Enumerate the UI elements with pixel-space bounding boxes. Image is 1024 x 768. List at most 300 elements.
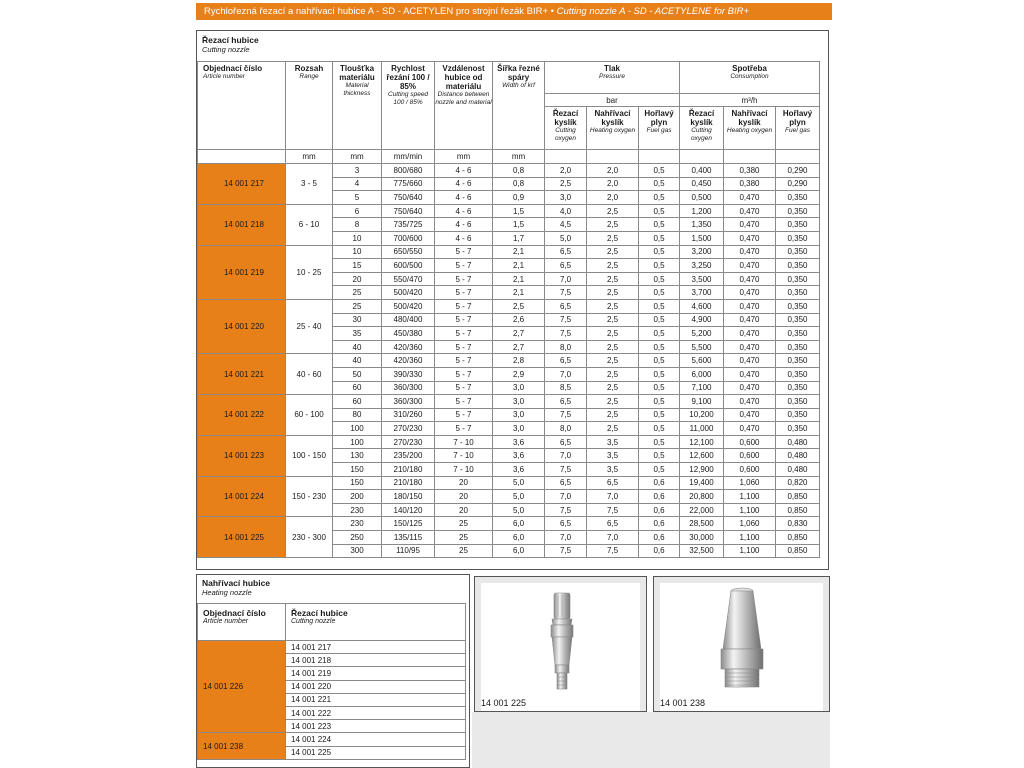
table-cell: 3,5 — [587, 463, 639, 477]
table-cell: 0,380 — [724, 177, 776, 191]
table-cell: 7,5 — [545, 408, 587, 422]
table-cell: 2,5 — [587, 367, 639, 381]
table-cell: 0,350 — [776, 395, 820, 409]
table-cell: 9,100 — [680, 395, 724, 409]
table-cell: 0,500 — [680, 191, 724, 205]
table-cell: 8,5 — [545, 381, 587, 395]
photo-caption-2: 14 001 238 — [660, 698, 706, 708]
range-cell: 6 - 10 — [286, 204, 333, 245]
table-cell: 3,6 — [493, 435, 545, 449]
table-cell: 0,470 — [724, 204, 776, 218]
table-cell: 2,8 — [493, 354, 545, 368]
table-cell: 0,470 — [724, 299, 776, 313]
table-row — [198, 299, 820, 313]
table-cell: 480/400 — [382, 313, 435, 327]
table-cell: 0,470 — [724, 381, 776, 395]
table-cell: 5 - 7 — [435, 408, 493, 422]
article-number: 14 001 218 — [198, 204, 286, 245]
table-cell: 0,350 — [776, 286, 820, 300]
table-cell: 0,450 — [680, 177, 724, 191]
table-cell: 8,0 — [545, 340, 587, 354]
table-row — [198, 395, 820, 409]
compatible-cutting-nozzle: 14 001 223 — [286, 720, 466, 733]
table-cell: 32,500 — [680, 544, 724, 558]
table-cell: 1,100 — [724, 544, 776, 558]
table-cell: 2,1 — [493, 272, 545, 286]
table-cell: 0,6 — [639, 531, 680, 545]
table-cell: 3,0 — [493, 395, 545, 409]
table-cell: 550/470 — [382, 272, 435, 286]
table-cell: 60 — [333, 395, 382, 409]
table-cell: 12,100 — [680, 435, 724, 449]
table-cell: 210/180 — [382, 476, 435, 490]
table-cell: 2,5 — [587, 313, 639, 327]
table-cell: 3,0 — [493, 422, 545, 436]
table-cell: 300 — [333, 544, 382, 558]
table-cell: 6,0 — [493, 544, 545, 558]
table-cell: 0,350 — [776, 231, 820, 245]
table-cell: 0,5 — [639, 422, 680, 436]
table-cell: 3,6 — [493, 463, 545, 477]
col-kerf: Šířka řezné spáry Width of krf — [493, 62, 545, 150]
compatible-cutting-nozzle: 14 001 225 — [286, 746, 466, 759]
table-cell: 20 — [333, 272, 382, 286]
table-cell: 600/500 — [382, 259, 435, 273]
range-cell: 150 - 230 — [286, 476, 333, 517]
range-cell: 25 - 40 — [286, 299, 333, 353]
table-cell: 1,200 — [680, 204, 724, 218]
table-cell: 5 - 7 — [435, 354, 493, 368]
table-cell: 310/260 — [382, 408, 435, 422]
table-cell: 0,5 — [639, 408, 680, 422]
table-cell: 0,830 — [776, 517, 820, 531]
range-cell: 100 - 150 — [286, 435, 333, 476]
table-row — [198, 641, 466, 654]
banner-separator: • — [548, 6, 557, 17]
table-cell: 0,850 — [776, 544, 820, 558]
table-cell: 80 — [333, 408, 382, 422]
table-cell: 0,350 — [776, 422, 820, 436]
table-row — [198, 435, 820, 449]
compatible-cutting-nozzle: 14 001 218 — [286, 654, 466, 667]
table-cell: 230 — [333, 517, 382, 531]
table-cell: 6,000 — [680, 367, 724, 381]
range-cell: 40 - 60 — [286, 354, 333, 395]
table-cell: 750/640 — [382, 191, 435, 205]
table-cell: 0,5 — [639, 367, 680, 381]
table-cell: 15 — [333, 259, 382, 273]
gray-panel — [472, 712, 830, 768]
table-cell: 1,060 — [724, 476, 776, 490]
table-cell: 2,5 — [587, 272, 639, 286]
article-number: 14 001 221 — [198, 354, 286, 395]
table-cell: 0,850 — [776, 531, 820, 545]
table-cell: 3 — [333, 164, 382, 178]
col-p-cut-oxy: Řezací kyslík Cutting oxygen — [545, 107, 587, 150]
table-cell: 0,350 — [776, 218, 820, 232]
table-row — [198, 245, 820, 259]
table-cell: 180/150 — [382, 490, 435, 504]
table-cell: 5,500 — [680, 340, 724, 354]
table-cell: 4,5 — [545, 218, 587, 232]
table-cell: 28,500 — [680, 517, 724, 531]
table-cell: 0,6 — [639, 503, 680, 517]
table-cell: 2,1 — [493, 259, 545, 273]
table-cell: 0,600 — [724, 449, 776, 463]
table-cell: 0,5 — [639, 286, 680, 300]
table-cell: 4 - 6 — [435, 177, 493, 191]
heating-article-number: 14 001 238 — [198, 733, 286, 759]
table-cell: 5 - 7 — [435, 395, 493, 409]
compatible-cutting-nozzle: 14 001 221 — [286, 693, 466, 706]
table-cell: 0,5 — [639, 299, 680, 313]
table-cell: 0,350 — [776, 272, 820, 286]
table-cell: 0,600 — [724, 463, 776, 477]
table-cell: 235/200 — [382, 449, 435, 463]
table-cell: 0,5 — [639, 231, 680, 245]
table-cell: 0,8 — [493, 164, 545, 178]
table-cell: 360/300 — [382, 395, 435, 409]
table-cell: 7,0 — [587, 531, 639, 545]
table-cell: 5,0 — [493, 476, 545, 490]
table-cell: 0,470 — [724, 259, 776, 273]
heating-subtitle: Heating nozzle — [202, 588, 252, 597]
table-cell: 0,5 — [639, 354, 680, 368]
table-cell: 7,5 — [545, 327, 587, 341]
col-distance: Vzdálenost hubice od materiálu Distance between nozzle and material — [435, 62, 493, 150]
table-cell: 2,0 — [587, 177, 639, 191]
col-range: Rozsah Range — [286, 62, 333, 150]
heat-col-cutting: Řezací hubice Cutting nozzle — [286, 604, 466, 641]
table-cell: 390/330 — [382, 367, 435, 381]
banner-title-cs: Rychlořezná řezací a nahřívací hubice A - SD - ACETYLEN pro strojní řezák BIR+ — [204, 6, 548, 17]
col-c-fuel: Hořlavý plyn Fuel gas — [776, 107, 820, 150]
table-cell: 7 - 10 — [435, 463, 493, 477]
table-cell: 2,5 — [587, 422, 639, 436]
article-number: 14 001 223 — [198, 435, 286, 476]
table-cell: 2,1 — [493, 286, 545, 300]
photo-heating-nozzle — [653, 576, 830, 712]
table-cell: 2,7 — [493, 327, 545, 341]
table-cell: 150 — [333, 476, 382, 490]
table-cell: 650/550 — [382, 245, 435, 259]
table-cell: 4 - 6 — [435, 218, 493, 232]
table-cell: 775/660 — [382, 177, 435, 191]
table-cell: 5 - 7 — [435, 272, 493, 286]
photo-caption-1: 14 001 225 — [481, 698, 527, 708]
table-cell: 2,5 — [587, 245, 639, 259]
photo-cutting-nozzle — [474, 576, 647, 712]
table-cell: 2,5 — [587, 340, 639, 354]
table-row — [198, 204, 820, 218]
cutting-title: Řezací hubice — [202, 35, 259, 45]
table-cell: 2,5 — [587, 286, 639, 300]
table-cell: 10,200 — [680, 408, 724, 422]
table-cell: 6,5 — [545, 395, 587, 409]
table-cell: 22,000 — [680, 503, 724, 517]
table-cell: 0,350 — [776, 408, 820, 422]
table-cell: 40 — [333, 340, 382, 354]
col-p-fuel: Hořlavý plyn Fuel gas — [639, 107, 680, 150]
table-cell: 100 — [333, 435, 382, 449]
table-cell: 2,9 — [493, 367, 545, 381]
table-cell: 0,350 — [776, 381, 820, 395]
table-cell: 10 — [333, 245, 382, 259]
table-cell: 20 — [435, 490, 493, 504]
table-cell: 7,5 — [545, 544, 587, 558]
table-cell: 0,480 — [776, 449, 820, 463]
table-cell: 0,470 — [724, 340, 776, 354]
table-cell: 7,0 — [545, 367, 587, 381]
table-cell: 0,600 — [724, 435, 776, 449]
table-cell: 5,600 — [680, 354, 724, 368]
table-cell: 5 - 7 — [435, 381, 493, 395]
table-cell: 1,350 — [680, 218, 724, 232]
table-cell: 3,0 — [493, 408, 545, 422]
table-cell: 1,500 — [680, 231, 724, 245]
table-cell: 60 — [333, 381, 382, 395]
heating-nozzle-table — [197, 603, 466, 760]
table-cell: 5 - 7 — [435, 286, 493, 300]
col-speed: Rychlost řezání 100 / 85% Cutting speed 100 / 85% — [382, 62, 435, 150]
table-cell: 5 - 7 — [435, 245, 493, 259]
table-cell: 5 - 7 — [435, 259, 493, 273]
table-cell: 0,470 — [724, 231, 776, 245]
table-cell: 2,5 — [587, 395, 639, 409]
table-cell: 2,5 — [587, 218, 639, 232]
table-cell: 2,5 — [587, 204, 639, 218]
table-cell: 4,0 — [545, 204, 587, 218]
table-cell: 0,5 — [639, 245, 680, 259]
table-row — [198, 476, 820, 490]
table-cell: 6,5 — [545, 435, 587, 449]
col-c-heat-oxy: Nahřívací kyslík Heating oxygen — [724, 107, 776, 150]
table-cell: 3,5 — [587, 435, 639, 449]
table-cell: 0,6 — [639, 544, 680, 558]
col-thickness: Tloušťka materiálu Material thickness — [333, 62, 382, 150]
table-cell: 0,470 — [724, 354, 776, 368]
banner-title-en: Cutting nozzle A - SD - ACETYLENE for BIR+ — [556, 6, 750, 17]
table-cell: 25 — [435, 544, 493, 558]
table-cell: 0,470 — [724, 218, 776, 232]
cutting-section-title — [202, 35, 259, 55]
table-cell: 25 — [333, 286, 382, 300]
table-cell: 500/420 — [382, 286, 435, 300]
table-cell: 1,100 — [724, 531, 776, 545]
table-cell: 5,0 — [493, 503, 545, 517]
table-cell: 40 — [333, 354, 382, 368]
cutting-nozzle-slim-image — [481, 583, 642, 693]
table-cell: 0,470 — [724, 313, 776, 327]
range-cell: 230 - 300 — [286, 517, 333, 558]
cutting-nozzle-table — [197, 61, 820, 558]
table-cell: 0,470 — [724, 286, 776, 300]
heating-article-number: 14 001 226 — [198, 641, 286, 733]
table-cell: 0,9 — [493, 191, 545, 205]
table-cell: 5 - 7 — [435, 327, 493, 341]
table-cell: 0,8 — [493, 177, 545, 191]
table-cell: 5,0 — [493, 490, 545, 504]
table-cell: 1,100 — [724, 490, 776, 504]
compatible-cutting-nozzle: 14 001 219 — [286, 667, 466, 680]
table-cell: 7 - 10 — [435, 435, 493, 449]
table-cell: 2,6 — [493, 313, 545, 327]
table-cell: 8 — [333, 218, 382, 232]
table-cell: 500/420 — [382, 299, 435, 313]
table-cell: 0,470 — [724, 422, 776, 436]
heating-nozzle-image — [660, 583, 825, 695]
table-cell: 0,820 — [776, 476, 820, 490]
table-cell: 7,100 — [680, 381, 724, 395]
table-cell: 0,6 — [639, 517, 680, 531]
table-cell: 0,350 — [776, 191, 820, 205]
table-cell: 0,480 — [776, 435, 820, 449]
table-cell: 0,6 — [639, 490, 680, 504]
table-cell: 3,500 — [680, 272, 724, 286]
compatible-cutting-nozzle: 14 001 224 — [286, 733, 466, 746]
table-cell: 0,5 — [639, 395, 680, 409]
article-number: 14 001 219 — [198, 245, 286, 299]
table-cell: 6,5 — [545, 476, 587, 490]
table-cell: 0,350 — [776, 204, 820, 218]
table-cell: 2,0 — [587, 191, 639, 205]
table-cell: 1,100 — [724, 503, 776, 517]
table-cell: 19,400 — [680, 476, 724, 490]
table-cell: 6 — [333, 204, 382, 218]
table-cell: 0,5 — [639, 218, 680, 232]
table-cell: 4 — [333, 177, 382, 191]
table-cell: 12,600 — [680, 449, 724, 463]
table-cell: 0,5 — [639, 327, 680, 341]
table-cell: 6,0 — [493, 517, 545, 531]
table-cell: 11,000 — [680, 422, 724, 436]
table-cell: 0,5 — [639, 272, 680, 286]
table-cell: 2,5 — [587, 299, 639, 313]
table-cell: 4 - 6 — [435, 191, 493, 205]
table-cell: 7,0 — [545, 272, 587, 286]
table-cell: 1,5 — [493, 218, 545, 232]
table-cell: 3,0 — [545, 191, 587, 205]
table-cell: 25 — [435, 531, 493, 545]
table-cell: 0,850 — [776, 503, 820, 517]
table-cell: 2,5 — [587, 259, 639, 273]
table-cell: 1,7 — [493, 231, 545, 245]
table-cell: 3,0 — [493, 381, 545, 395]
table-cell: 2,5 — [587, 231, 639, 245]
table-cell: 200 — [333, 490, 382, 504]
table-cell: 0,5 — [639, 204, 680, 218]
col-pressure: Tlak Pressure — [545, 62, 680, 94]
table-cell: 0,5 — [639, 449, 680, 463]
table-cell: 6,0 — [493, 531, 545, 545]
table-cell: 2,7 — [493, 340, 545, 354]
table-cell: 3,250 — [680, 259, 724, 273]
table-cell: 2,5 — [587, 354, 639, 368]
article-number: 14 001 220 — [198, 299, 286, 353]
table-cell: 5,0 — [545, 231, 587, 245]
pressure-unit: bar — [545, 94, 680, 107]
heat-col-article: Objednací číslo Article number — [198, 604, 286, 641]
table-cell: 7,5 — [545, 463, 587, 477]
table-cell: 20,800 — [680, 490, 724, 504]
table-cell: 110/95 — [382, 544, 435, 558]
table-cell: 7,5 — [545, 286, 587, 300]
table-cell: 0,5 — [639, 177, 680, 191]
table-cell: 3,700 — [680, 286, 724, 300]
table-cell: 2,5 — [493, 299, 545, 313]
table-cell: 150 — [333, 463, 382, 477]
table-cell: 6,5 — [545, 354, 587, 368]
table-row — [198, 733, 466, 746]
heating-title: Nahřívací hubice — [202, 578, 271, 588]
table-cell: 130 — [333, 449, 382, 463]
table-cell: 750/640 — [382, 204, 435, 218]
table-cell: 6,5 — [587, 517, 639, 531]
table-cell: 700/600 — [382, 231, 435, 245]
table-cell: 7,0 — [545, 531, 587, 545]
table-cell: 7,5 — [545, 503, 587, 517]
consumption-unit: m³/h — [680, 94, 820, 107]
table-cell: 3,200 — [680, 245, 724, 259]
col-consumption: Spotřeba Consumption — [680, 62, 820, 94]
table-cell: 0,470 — [724, 327, 776, 341]
table-cell: 30 — [333, 313, 382, 327]
cutting-subtitle: Cutting nozzle — [202, 45, 250, 54]
table-cell: 0,350 — [776, 354, 820, 368]
table-cell: 4,900 — [680, 313, 724, 327]
compatible-cutting-nozzle: 14 001 217 — [286, 641, 466, 654]
table-cell: 5 - 7 — [435, 367, 493, 381]
table-cell: 7,0 — [545, 449, 587, 463]
article-number: 14 001 225 — [198, 517, 286, 558]
col-article: Objednací číslo Article number — [198, 62, 286, 150]
table-cell: 0,5 — [639, 191, 680, 205]
col-c-cut-oxy: Řezací kyslík Cutting oxygen — [680, 107, 724, 150]
table-cell: 12,900 — [680, 463, 724, 477]
table-cell: 6,5 — [545, 245, 587, 259]
article-number: 14 001 222 — [198, 395, 286, 436]
table-cell: 140/120 — [382, 503, 435, 517]
table-cell: 0,850 — [776, 490, 820, 504]
table-cell: 25 — [435, 517, 493, 531]
table-cell: 0,470 — [724, 272, 776, 286]
table-cell: 800/680 — [382, 164, 435, 178]
table-cell: 0,5 — [639, 313, 680, 327]
table-cell: 1,5 — [493, 204, 545, 218]
table-row — [198, 517, 820, 531]
table-cell: 2,5 — [587, 381, 639, 395]
table-cell: 35 — [333, 327, 382, 341]
heating-section-title — [202, 578, 270, 598]
table-cell: 2,0 — [545, 164, 587, 178]
table-cell: 2,1 — [493, 245, 545, 259]
table-cell: 0,5 — [639, 435, 680, 449]
table-cell: 150/125 — [382, 517, 435, 531]
table-cell: 5 - 7 — [435, 340, 493, 354]
table-cell: 0,470 — [724, 408, 776, 422]
table-cell: 0,350 — [776, 313, 820, 327]
table-cell: 420/360 — [382, 340, 435, 354]
table-cell: 735/725 — [382, 218, 435, 232]
table-cell: 7,5 — [587, 544, 639, 558]
table-cell: 0,5 — [639, 340, 680, 354]
table-cell: 4 - 6 — [435, 164, 493, 178]
table-cell: 0,6 — [639, 476, 680, 490]
range-cell: 3 - 5 — [286, 164, 333, 205]
table-cell: 7 - 10 — [435, 449, 493, 463]
table-cell: 7,5 — [587, 503, 639, 517]
table-cell: 270/230 — [382, 435, 435, 449]
